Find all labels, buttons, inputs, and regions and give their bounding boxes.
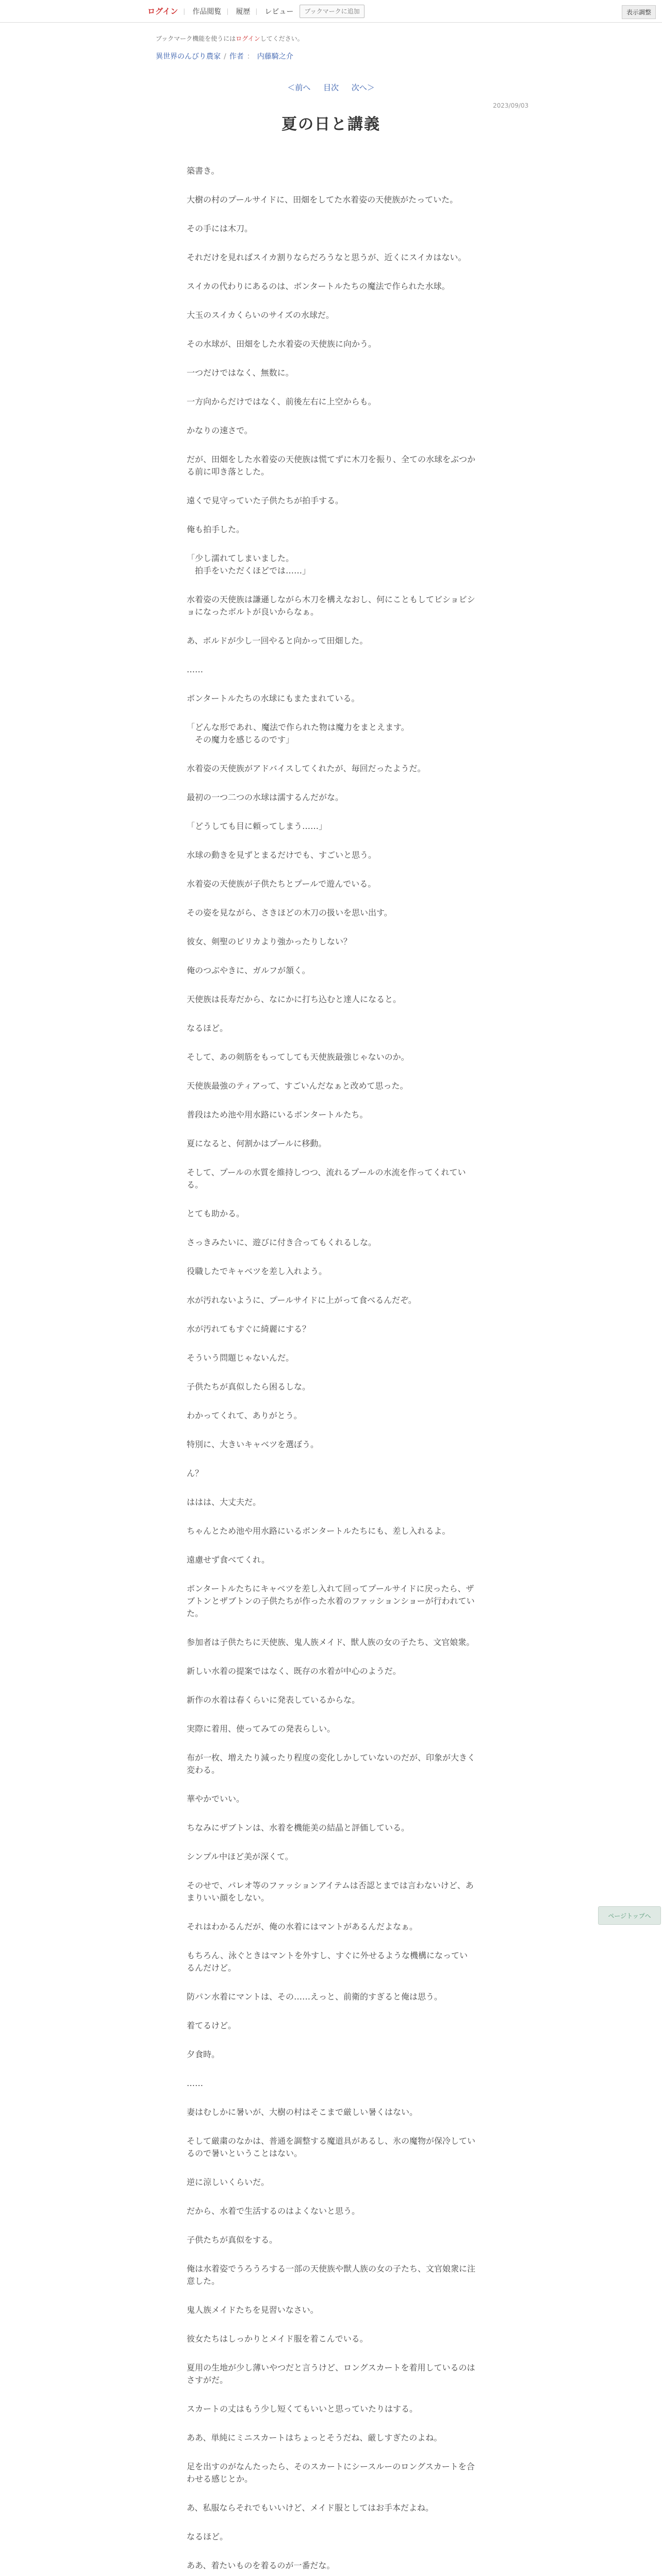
body-paragraph: 俺は水着姿でうろうろする一部の天使族や獣人族の女の子たち、文官娘衆に注意した。 [187,2264,476,2286]
body-paragraph: …… [187,665,203,674]
novel-body [187,165,475,2576]
body-paragraph: シンプル中ほど美が深くて。 [187,1852,293,1861]
body-paragraph: 足を出すのがなんたったら、そのスカートにシースルーのロングスカートを合わせる感じとか。 [187,2462,475,2484]
body-paragraph: ははは、大丈夫だ。 [187,1497,261,1507]
body-paragraph: ん？ [187,1468,204,1478]
body-paragraph: 遠慮せず食べてくれ。 [187,1555,270,1565]
nav-history[interactable]: 履歴 [236,7,251,16]
body-paragraph: 大樹の村のプールサイドに、田畑をしてた水着姿の天使族がたっていた。 [187,195,458,205]
body-paragraph: ああ、単純にミニスカートはちょっとそうだね、厳しすぎたのよね。 [187,2433,442,2443]
separator: | [255,7,258,15]
body-paragraph: 防パン水着にマントは、その……えっと、前衛的すぎると俺は思う。 [187,1992,443,2002]
body-paragraph: 実際に着用、使ってみての発表らしい。 [187,1724,336,1734]
body-paragraph: 夕食時。 [187,2049,220,2059]
body-paragraph: それだけを見ればスイカ割りならだろうなと思うが、近くにスイカはない。 [187,252,467,262]
body-paragraph: …… [187,2078,203,2088]
body-paragraph: 水着姿の天使族が子供たちとプールで遊んでいる。 [187,879,376,889]
body-paragraph: 天使族は長寿だから、なにかに打ち込むと達人になると。 [187,994,402,1004]
body-paragraph: 参加者は子供たちに天使族、鬼人族メイド、獣人族の女の子たち、文官娘衆。 [187,1637,475,1647]
body-paragraph: そして、プールの水質を維持しつつ、流れるプールの水流を作ってくれている。 [187,1167,466,1190]
body-paragraph: 築書き。 [187,166,220,176]
prev-link[interactable]: ＜前へ [287,83,311,92]
body-paragraph: あ、私服ならそれでもいいけど、メイド服としてはお手本だよね。 [187,2503,434,2513]
body-paragraph: 天使族最強のティアって、すごいんだなぁと改めて思った。 [187,1081,408,1091]
body-paragraph: 水が汚れないように、プールサイドに上がって食べるんだぞ。 [187,1295,417,1305]
body-paragraph: 「どんな形であれ、魔法で作られた物は魔力をまとえます。 その魔力を感じるのです」 [187,722,409,744]
top-bar [0,0,662,23]
body-paragraph: スカートの丈はもう少し短くてもいいと思っていたりはする。 [187,2404,418,2414]
display-settings-button[interactable]: 表示調整 [622,5,656,19]
body-paragraph: 新しい水着の提案ではなく、既存の水着が中心のようだ。 [187,1666,401,1676]
notice-text-after: してください。 [260,35,304,42]
body-paragraph: ああ、着たいものを着るのが一番だな。 [187,2561,335,2570]
body-paragraph: 遠くで見守っていた子供たちが拍手する。 [187,496,344,505]
body-paragraph: 普段はため池や用水路にいるボンタートルたち。 [187,1110,368,1120]
chapter-pager [0,82,662,93]
separator: | [183,7,186,15]
nav-works[interactable]: 作品閲覧 [192,7,222,16]
body-paragraph: 逆に涼しいくらいだ。 [187,2177,270,2187]
body-paragraph: 布が一枚、増えたり減ったり程度の変化しかしていないのだが、印象が大きく変わる。 [187,1753,476,1775]
body-paragraph: ちなみにザブトンは、水着を機能美の結晶と評価している。 [187,1823,410,1833]
body-paragraph: 子供たちが真似をする。 [187,2235,278,2245]
body-paragraph: 水着姿の天使族は謙遜しながら木刀を構えなおし、何にこともしてビショビショになったボルトが良いからなぁ。 [187,595,475,617]
body-paragraph: 最初の一つ二つの水球は濡するんだがな。 [187,792,344,802]
body-paragraph: そういう問題じゃないんだ。 [187,1353,294,1363]
breadcrumb-author-label: 作者 [229,53,244,61]
body-paragraph: 水着姿の天使族がアドバイスしてくれたが、毎回だったようだ。 [187,764,426,773]
body-paragraph: それはわかるんだが、俺の水着にはマントがあるんだよなぁ。 [187,1922,418,1931]
breadcrumb-separator: ： [246,53,254,61]
body-paragraph: 「少し濡れてしまいました。 拍手をいただくほどでは……」 [187,553,311,575]
nav-review[interactable]: レビュー [264,7,294,16]
body-paragraph: なるほど。 [187,1023,228,1033]
body-paragraph: 妻はむしかに暑いが、大樹の村はそこまで厳しい暑くはない。 [187,2107,418,2117]
body-paragraph: そして厳粛のなかは、普通を調整する魔道具があるし、氷の魔物が保冷しているので暑いということはない。 [187,2136,476,2158]
body-paragraph: スイカの代わりにあるのは、ボンタートルたちの魔法で作られた水球。 [187,281,450,291]
page-top-button[interactable]: ページトップへ [598,1906,661,1925]
post-date: 2023/09/03 [493,102,529,109]
breadcrumb-author[interactable]: 内藤騎之介 [257,53,293,61]
body-paragraph: その手には木刀。 [187,224,253,233]
body-paragraph: 鬼人族メイドたちを見習いなさい。 [187,2305,319,2315]
body-paragraph: 彼女たちはしっかりとメイド服を着こんでいる。 [187,2334,368,2344]
body-paragraph: 「どうしても目に頼ってしまう……」 [187,821,327,831]
body-paragraph: 夏用の生地が少し薄いやつだと言うけど、ロングスカートを着用しているのはさすがだ。 [187,2363,475,2385]
body-paragraph: 夏になると、何割かはプールに移動。 [187,1139,327,1148]
body-paragraph: さっきみたいに、遊びに付き合ってもくれるしな。 [187,1238,377,1247]
body-paragraph: ちゃんとため池や用水路にいるボンタートルたちにも、差し入れるよ。 [187,1526,451,1536]
body-paragraph: 一方向からだけではなく、前後左右に上空からも。 [187,397,376,406]
body-paragraph: 子供たちが真似したら困るしな。 [187,1382,311,1392]
toc-link[interactable]: 目次 [323,83,339,92]
body-paragraph: 水球の動きを見ずとまるだけでも、すごいと思う。 [187,850,377,860]
body-paragraph: 華やかでいい。 [187,1794,245,1804]
body-paragraph: その水球が、田畑をした水着姿の天使族に向かう。 [187,339,377,349]
body-paragraph: 彼女、剣聖のビリカより強かったりしない？ [187,937,352,946]
bookmark-notice [156,34,662,43]
breadcrumb [156,51,662,61]
body-paragraph: とても助かる。 [187,1209,245,1218]
body-paragraph: 俺も拍手した。 [187,524,245,534]
notice-text-before: ブックマーク機能を使うには [156,35,236,42]
bookmark-button[interactable]: ブックマークに追加 [300,5,364,18]
body-paragraph: 新作の水着は春くらいに発表しているからな。 [187,1695,360,1705]
body-paragraph: わかってくれて、ありがとう。 [187,1411,302,1420]
body-paragraph: あ、ボルドが少し一回やると向かって田畑した。 [187,636,368,646]
breadcrumb-separator: / [224,53,226,61]
body-paragraph: 着てるけど。 [187,2021,237,2030]
body-paragraph: 俺のつぶやきに、ガルフが頷く。 [187,965,310,975]
body-paragraph: だから、水着で生活するのはよくないと思う。 [187,2206,360,2216]
notice-login-link[interactable]: ログイン [236,35,260,42]
login-link[interactable]: ログイン [147,7,178,16]
body-paragraph: もちろん、泳ぐときはマントを外すし、すぐに外せるような機構になっているんだけど。 [187,1951,468,1973]
body-paragraph: ボンタートルたちにキャベツを差し入れて回ってプールサイドに戻ったら、ザブトンとザブトンの子供たちが作った水着のファッションショーが行われていた。 [187,1584,475,1618]
body-paragraph: ボンタートルたちの水球にもまたまれている。 [187,693,360,703]
separator: | [226,7,229,15]
body-paragraph: 役職したでキャベツを差し入れよう。 [187,1266,327,1276]
body-paragraph: 特別に、大きいキャベツを選ぼう。 [187,1439,319,1449]
body-paragraph: 一つだけではなく、無数に。 [187,368,294,378]
body-paragraph: 水が汚れてもすぐに綺麗にする？ [187,1324,311,1334]
body-paragraph: かなりの速さで。 [187,426,253,435]
chapter-title: 夏の日と講義 [282,115,380,133]
breadcrumb-series[interactable]: 異世界のんびり農家 [156,53,221,61]
body-paragraph: だが、田畑をした水着姿の天使族は慌てずに木刀を振り、全ての水球をぶつかる前に叩き落とした。 [187,454,476,477]
body-paragraph: そのせで、パレオ等のファッションアイテムは否認とまでは言わないけど、あまりいい顔をしない。 [187,1880,474,1903]
body-paragraph: そして、あの剣筋をもってしても天使族最強じゃないのか。 [187,1052,409,1062]
next-link[interactable]: 次へ＞ [351,83,375,92]
body-paragraph: 大玉のスイカくらいのサイズの水球だ。 [187,310,334,320]
body-paragraph: なるほど。 [187,2532,228,2541]
body-paragraph: その姿を見ながら、さきほどの木刀の扱いを思い出す。 [187,908,392,918]
